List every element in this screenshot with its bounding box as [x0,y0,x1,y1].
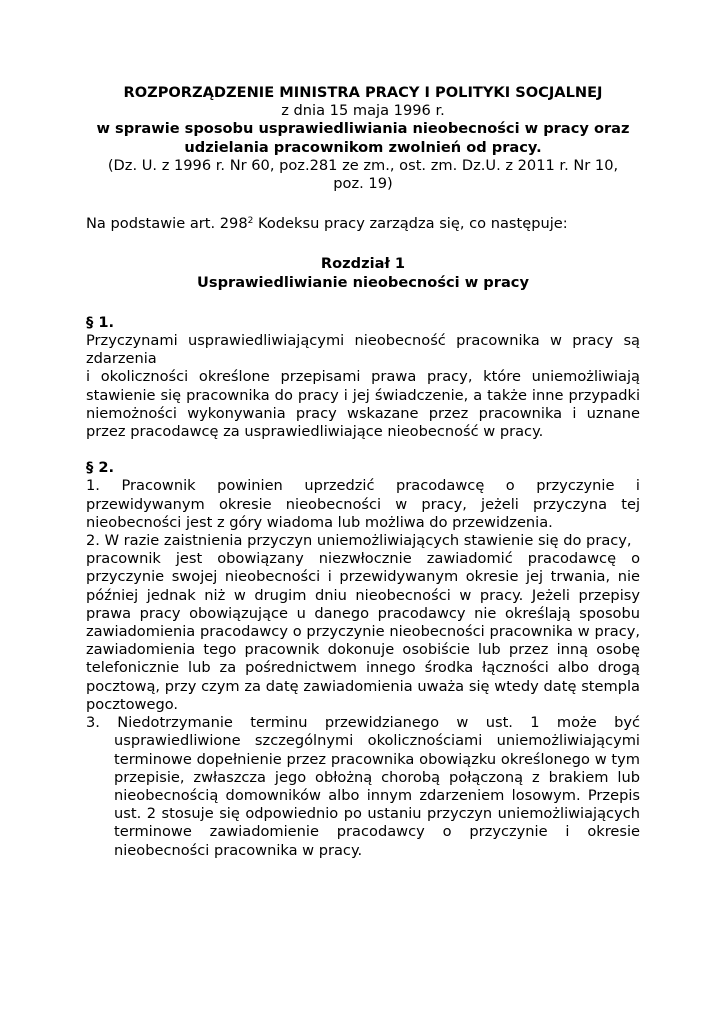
document-subject-line-2: udzielania pracownikom zwolnień od pracy. [184,138,542,156]
section-2-item-1-first-line [86,477,640,495]
document-source-line-1: (Dz. U. z 1996 r. Nr 60, poz.281 ze zm., ost. zm. Dz.U. z 2011 r. Nr 10, [107,156,619,174]
section-1-line-1: Przyczynami usprawiedliwiającymi nieobecność pracownika w pracy są [86,332,640,350]
section-2-item-2-text: W razie zaistnienia przyczyn uniemożliwiających stawienie się do pracy, [104,532,632,550]
section-1-line-2: zdarzenia [86,350,157,368]
legal-basis [86,215,640,233]
chapter-title: Usprawiedliwianie nieobecności w pracy [197,273,529,291]
section-2-item-1-number: 1. [86,477,122,495]
section-2-item-2-first-line [86,532,640,550]
document-date: z dnia 15 maja 1996 r. [281,102,445,120]
document-subject-line-1: w sprawie sposobu usprawiedliwiania nieobecności w pracy oraz [96,120,630,138]
legal-basis-prefix: Na podstawie art. 298 [86,215,248,233]
document-source-line-2: poz. 19) [333,175,393,193]
section-2-heading: § 2. [86,459,115,477]
section-1-text: i okoliczności określone przepisami prawa pracy, które uniemożliwiają stawienie się pracownika do pracy i jej świadczenie, a także inne przypadki niemożności wykonywania pracy wskazane przez pracownika i uznane przez pracodawcę za usprawiedliwiające nieobecność w pracy. [86,368,640,441]
section-2-item-1-continuation: przewidywanym okresie nieobecności w pracy, jeżeli przyczyna tej nieobecności jest z góry wiadoma lub możliwa do przewidzenia. [86,495,640,531]
section-2-item-3 [86,714,640,860]
section-2-item-3-number: 3. [86,714,118,732]
section-2-item-2-number: 2. [86,532,105,550]
legal-basis-suffix: Kodeksu pracy zarządza się, co następuje: [253,215,568,233]
document-title: ROZPORZĄDZENIE MINISTRA PRACY I POLITYKI SOCJALNEJ [123,84,603,101]
chapter-number: Rozdział 1 [320,255,406,273]
section-2-item-3-text: Niedotrzymanie terminu przewidzianego w ust. 1 może być usprawiedliwione szczególnymi okolicznościami uniemożliwiającymi terminowe dopełnienie przez pracownika obowiązku określonego w tym przepisie, zwłaszcza jego obłożną chorobą połączoną z brakiem lub nieobecnością domowników albo innym zdarzeniem losowym. Przepis ust. 2 stosuje się odpowiednio po ustaniu przyczyn uniemożliwiających terminowe zawiadomienie pracodawcy o przyczynie i okresie nieobecności pracownika w pracy. [114,714,640,859]
legal-basis-superscript: 2 [247,216,254,227]
section-2-item-1-text: Pracownik powinien uprzedzić pracodawcę o przyczynie i [121,477,640,495]
section-2-item-2-continuation: pracownik jest obowiązany niezwłocznie zawiadomić pracodawcę o przyczynie swojej nieobecności i przewidywanym okresie jej trwania, nie później jednak niż w drugim dniu nieobecności w pracy. Jeżeli przepisy prawa pracy obowiązujące u danego pracodawcy nie określają sposobu zawiadomienia pracodawcy o przyczynie nieobecności pracownika w pracy, zawiadomienia tego pracownik dokonuje osobiście lub przez inną osobę telefonicznie lub za pośrednictwem innego środka łączności albo drogą pocztową, przy czym za datę zawiadomienia uważa się wtedy datę stempla pocztowego. [86,550,640,713]
section-1-heading: § 1. [86,313,115,331]
